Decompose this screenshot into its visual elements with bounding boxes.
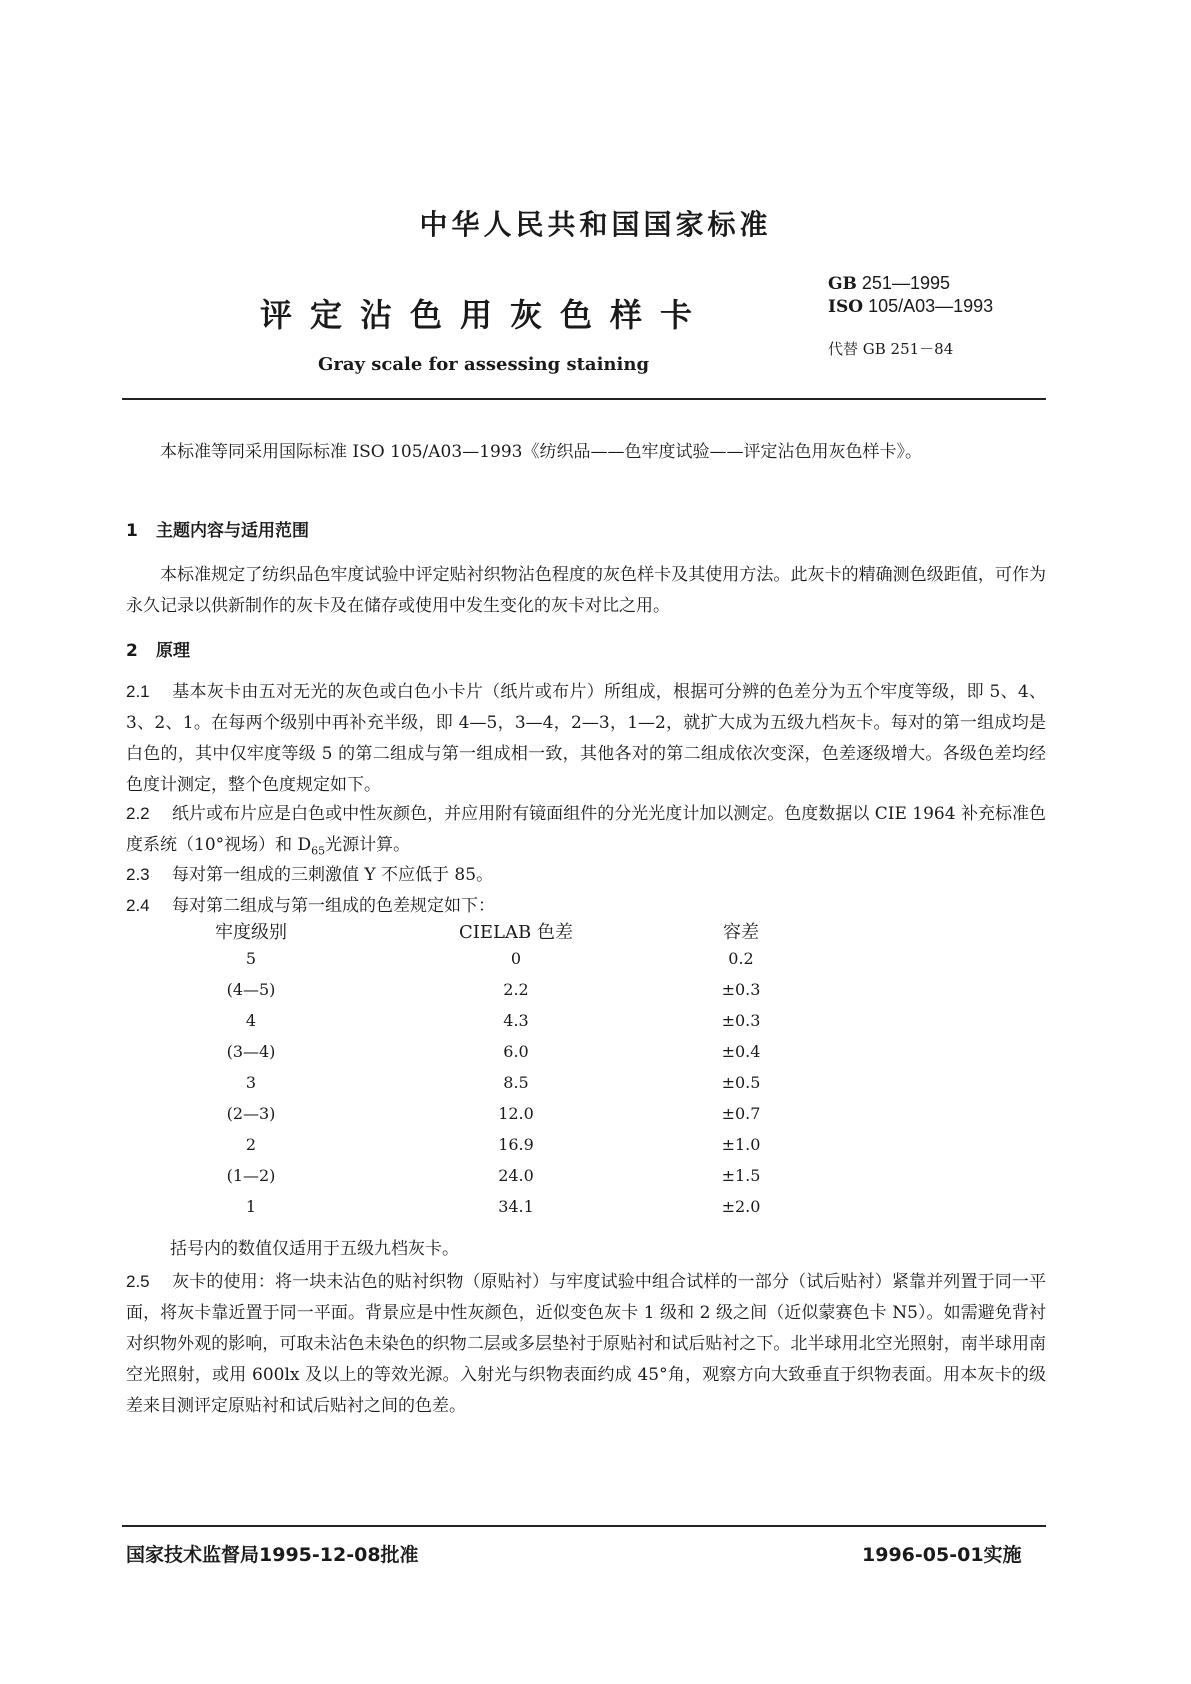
cielab-difference-cell: 24.0 <box>498 1166 534 1185</box>
cielab-difference-cell: 6.0 <box>503 1042 529 1061</box>
section-2-title: 原理 <box>156 641 190 661</box>
clause-2-1-number: 2.1 <box>126 682 150 701</box>
cielab-difference-cell: 12.0 <box>498 1104 534 1123</box>
cielab-difference-cell: 16.9 <box>498 1135 534 1154</box>
gb-number: 251—1995 <box>861 273 950 293</box>
standard-title-en: Gray scale for assessing staining <box>318 354 650 375</box>
clause-2-5-text: 灰卡的使用：将一块未沾色的贴衬织物（原贴衬）与牢度试验中组合试样的一部分（试后贴衬）紧靠并列置于同一平面，将灰卡靠近置于同一平面。背景应是中性灰颜色，近似变色灰卡 1 级和 2 级之间（近似蒙赛色卡 N5）。如需避免背衬对织物外观的影响，可取未沾色未染色的织物二层或多层垫衬于原贴衬和试后贴衬之下。北半球用北空光照射，南半球用南空光照射，或用 600lx 及以上的等效光源。入射光与织物表面约成 45°角，观察方向大致垂直于织物表面。用本灰卡的级差来目测评定原贴衬和试后贴衬之间的色差。 <box>126 1272 1046 1416</box>
standard-numbers <box>828 272 993 318</box>
tolerance-cell: ±1.0 <box>721 1135 761 1154</box>
table-header-row <box>126 918 826 949</box>
cielab-difference-cell: 2.2 <box>503 980 529 999</box>
section-1-heading <box>126 516 309 541</box>
fastness-grade-cell: (2—3) <box>226 1104 276 1123</box>
clause-2-3 <box>126 859 1046 891</box>
approval-date: 国家技术监督局1995-12-08批准 <box>126 1544 419 1566</box>
iso-number: 105/A03—1993 <box>868 296 994 316</box>
section-1-title: 主题内容与适用范围 <box>156 521 309 541</box>
tolerance-cell: ±2.0 <box>721 1197 761 1216</box>
cielab-difference-cell: 0 <box>510 949 522 968</box>
table-note: 括号内的数值仅适用于五级九档灰卡。 <box>170 1239 459 1259</box>
fastness-grade-cell: (1—2) <box>226 1166 276 1185</box>
clause-2-3-text: 每对第一组成的三刺激值 Y 不应低于 85。 <box>172 865 494 885</box>
cielab-difference-cell: 34.1 <box>498 1197 534 1216</box>
clause-2-3-number: 2.3 <box>126 865 150 884</box>
table-row <box>126 1011 826 1042</box>
fastness-grade-cell: 1 <box>245 1197 257 1216</box>
color-difference-table <box>126 918 826 1228</box>
clause-2-4-number: 2.4 <box>126 896 150 915</box>
fastness-grade-cell: 2 <box>245 1135 257 1154</box>
footer-divider <box>122 1525 1046 1527</box>
standard-title-cn: 评定沾色用灰色样卡 <box>260 296 711 334</box>
header-tolerance: 容差 <box>723 922 759 943</box>
clause-2-2-number: 2.2 <box>126 804 150 823</box>
table-row <box>126 1135 826 1166</box>
clause-2-1-text: 基本灰卡由五对无光的灰色或白色小卡片（纸片或布片）所组成，根据可分辨的色差分为五个牢度等级，即 5、4、3、2、1。在每两个级别中再补充半级，即 4—5，3—4，2—3，1—2，就扩大成为五级九档灰卡。每对的第一组成均是白色的，其中仅牢度等级 5 的第二组成与第一组成相一致，其他各对的第二组成依次变深，色差逐级增大。各级色差均经色度计测定，整个色度规定如下。 <box>126 682 1046 795</box>
cielab-difference-cell: 4.3 <box>503 1011 529 1030</box>
tolerance-cell: 0.2 <box>728 949 754 968</box>
effective-date: 1996-05-01实施 <box>862 1544 1022 1566</box>
fastness-grade-cell: (4—5) <box>226 980 276 999</box>
table-row <box>126 980 826 1011</box>
section-1-number: 1 <box>126 521 138 541</box>
clause-2-1 <box>126 676 1046 801</box>
clause-2-5-number: 2.5 <box>126 1272 150 1291</box>
header-cielab-difference: CIELAB 色差 <box>459 922 573 943</box>
section-1-paragraph: 本标准规定了纺织品色牢度试验中评定贴衬织物沾色程度的灰色样卡及其使用方法。此灰卡的精确测色级距值，可作为永久记录以供新制作的灰卡及在储存或使用中发生变化的灰卡对比之用。 <box>126 565 1046 616</box>
country-standard-heading: 中华人民共和国国家标准 <box>419 208 772 241</box>
tolerance-cell: ±0.3 <box>721 1011 761 1030</box>
replaces-note: 代替 GB 251－84 <box>828 340 954 358</box>
tolerance-cell: ±0.5 <box>721 1073 761 1092</box>
table-row <box>126 1042 826 1073</box>
tolerance-cell: ±0.3 <box>721 980 761 999</box>
gb-prefix: GB <box>828 274 857 294</box>
tolerance-cell: ±0.4 <box>721 1042 761 1061</box>
table-row <box>126 1104 826 1135</box>
fastness-grade-cell: 3 <box>245 1073 257 1092</box>
table-row <box>126 1073 826 1104</box>
intro-paragraph: 本标准等同采用国际标准 ISO 105/A03—1993《纺织品——色牢度试验——评定沾色用灰色样卡》。 <box>160 442 922 462</box>
clause-2-2 <box>126 798 1046 866</box>
clause-2-2-text-b: 光源计算。 <box>325 835 411 855</box>
table-body <box>126 949 826 1228</box>
table-row <box>126 1197 826 1228</box>
fastness-grade-cell: 5 <box>245 949 257 968</box>
clause-2-4-text: 每对第二组成与第一组成的色差规定如下： <box>172 896 495 916</box>
clause-2-2-text-a: 纸片或布片应是白色或中性灰颜色，并应用附有镜面组件的分光光度计加以测定。色度数据以 CIE 1964 补充标准色度系统（10°视场）和 D <box>126 804 1046 855</box>
table-row <box>126 1166 826 1197</box>
clause-2-5 <box>126 1266 1046 1422</box>
clause-2-2-subscript: 65 <box>311 844 326 858</box>
section-2-number: 2 <box>126 641 138 661</box>
tolerance-cell: ±0.7 <box>721 1104 761 1123</box>
table-row <box>126 949 826 980</box>
header-divider <box>122 398 1046 400</box>
fastness-grade-cell: (3—4) <box>226 1042 276 1061</box>
section-2-heading <box>126 636 190 661</box>
header-fastness-grade: 牢度级别 <box>215 922 287 943</box>
fastness-grade-cell: 4 <box>245 1011 257 1030</box>
tolerance-cell: ±1.5 <box>721 1166 761 1185</box>
iso-prefix: ISO <box>828 297 864 317</box>
cielab-difference-cell: 8.5 <box>503 1073 529 1092</box>
